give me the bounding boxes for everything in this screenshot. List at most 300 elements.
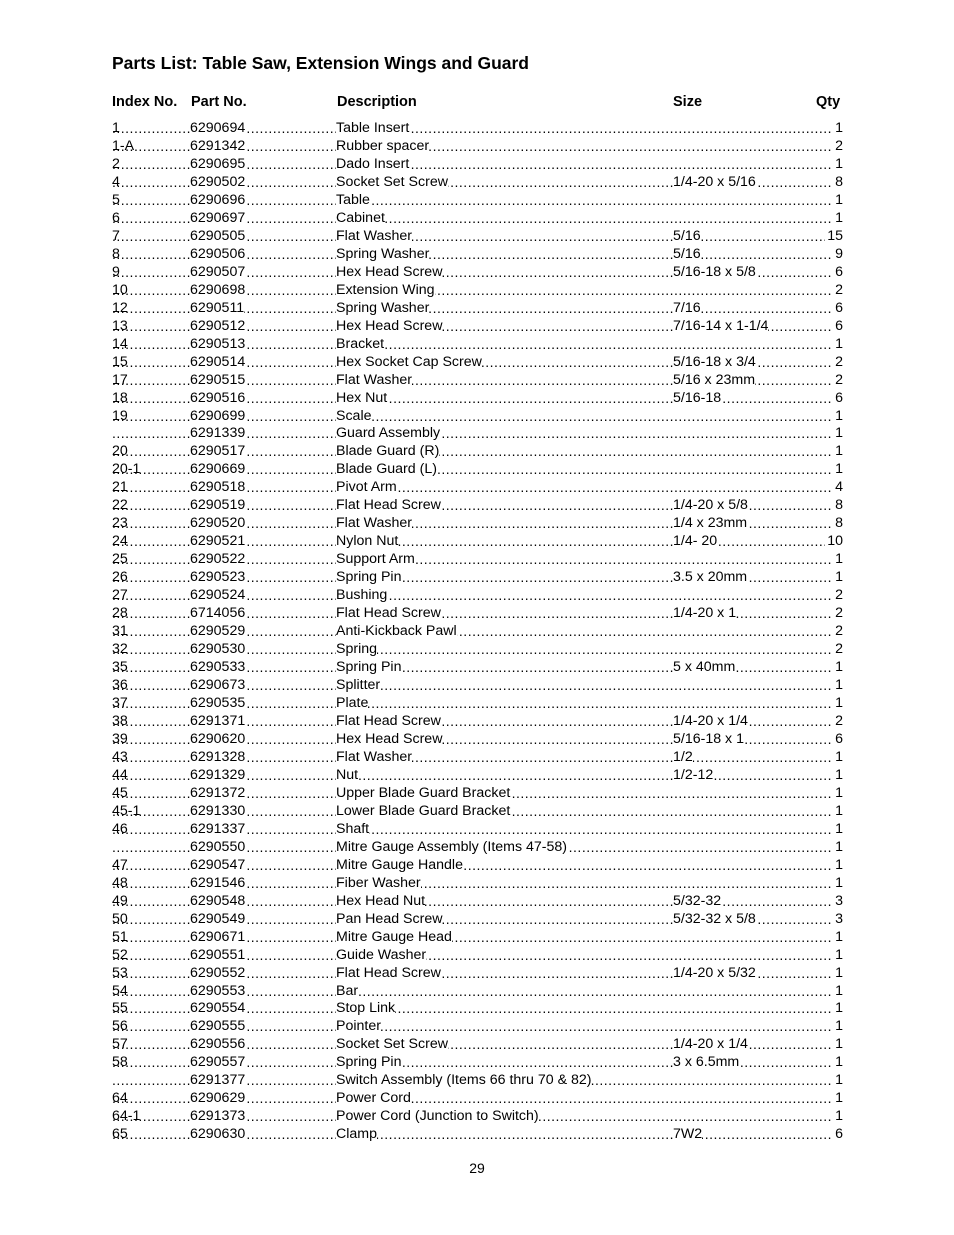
table-row	[112, 120, 843, 138]
table-row	[112, 138, 843, 156]
leader-dots	[336, 408, 843, 426]
leader-dots	[336, 1126, 843, 1144]
leader-dots	[242, 857, 336, 875]
part-number-cell: 6290533	[190, 659, 246, 676]
qty-cell: 6	[835, 1126, 843, 1143]
part-number-cell: 6290694	[190, 120, 246, 136]
leader-dots	[112, 156, 190, 174]
index-cell: 47	[112, 856, 128, 873]
description-cell: Bushing	[336, 587, 388, 604]
qty-cell: 1	[835, 766, 843, 783]
leader-dots	[242, 929, 336, 947]
table-row	[112, 1000, 843, 1018]
description-cell: Hex Head Screw	[336, 317, 443, 334]
qty-cell: 1	[835, 982, 843, 999]
table-row	[112, 605, 843, 623]
index-cell: 1	[112, 120, 120, 136]
leader-dots	[242, 821, 336, 839]
description-cell: Blade Guard (R)	[336, 443, 440, 460]
qty-cell: 3	[835, 892, 843, 909]
description-cell: Mitre Gauge Assembly (Items 47-58)	[336, 838, 568, 855]
index-cell: 35	[112, 659, 128, 676]
index-cell: 65	[112, 1126, 128, 1143]
leader-dots	[336, 228, 843, 246]
table-row	[112, 857, 843, 875]
table-row	[112, 282, 843, 300]
description-cell: Socket Set Screw	[336, 173, 448, 190]
leader-dots	[242, 228, 336, 246]
index-cell: 20-1	[112, 461, 141, 478]
leader-dots	[242, 695, 336, 713]
size-cell: 7W2	[673, 1126, 703, 1143]
table-row	[112, 210, 843, 228]
leader-dots	[336, 210, 843, 228]
part-number-cell: 6290514	[190, 353, 246, 370]
part-number-cell: 6290555	[190, 1018, 246, 1035]
index-cell: 46	[112, 820, 128, 837]
index-cell: 21	[112, 479, 128, 496]
qty-cell: 2	[835, 353, 843, 370]
description-cell: Flat Head Screw	[336, 964, 441, 981]
header-index: Index No.	[112, 94, 178, 110]
leader-dots	[242, 731, 336, 749]
leader-dots	[242, 354, 336, 372]
leader-dots	[242, 767, 336, 785]
table-row	[112, 408, 843, 426]
qty-cell: 2	[835, 137, 843, 154]
part-number-cell: 6290505	[190, 227, 246, 244]
leader-dots	[242, 1000, 336, 1018]
part-number-cell: 6290517	[190, 443, 246, 460]
table-row	[112, 839, 843, 857]
leader-dots	[242, 641, 336, 659]
header-qty: Qty	[816, 94, 841, 110]
part-number-cell: 6290522	[190, 551, 246, 568]
index-cell: 20	[112, 443, 128, 460]
table-row	[112, 767, 843, 785]
description-cell: Pointer	[336, 1018, 381, 1035]
index-cell: 13	[112, 317, 128, 334]
description-cell: Guide Washer	[336, 946, 427, 963]
description-cell: Flat Head Screw	[336, 497, 441, 514]
index-cell: 14	[112, 335, 128, 352]
table-row	[112, 372, 843, 390]
description-cell: Nut	[336, 766, 359, 783]
index-cell: 50	[112, 910, 128, 927]
description-cell: Mitre Gauge Handle	[336, 856, 463, 873]
qty-cell: 1	[835, 461, 843, 478]
leader-dots	[242, 983, 336, 1001]
part-number-cell: 6290507	[190, 263, 246, 280]
description-cell: Clamp	[336, 1126, 377, 1143]
qty-cell: 2	[835, 371, 843, 388]
index-cell: 36	[112, 677, 128, 694]
part-number-cell: 6291373	[190, 1108, 246, 1125]
description-cell: Pan Head Screw	[336, 910, 443, 927]
qty-cell: 9	[835, 245, 843, 262]
qty-cell: 8	[835, 515, 843, 532]
leader-dots	[242, 605, 336, 623]
qty-cell: 1	[835, 120, 843, 136]
table-row	[112, 749, 843, 767]
part-number-cell: 6291372	[190, 784, 246, 801]
leader-dots	[336, 587, 843, 605]
description-cell: Power Cord	[336, 1090, 411, 1107]
part-number-cell: 6290557	[190, 1054, 246, 1071]
qty-cell: 1	[835, 1000, 843, 1017]
table-row	[112, 336, 843, 354]
leader-dots	[336, 390, 843, 408]
part-number-cell: 6290518	[190, 479, 246, 496]
description-cell: Stop Link	[336, 1000, 396, 1017]
part-number-cell: 6290630	[190, 1126, 246, 1143]
page-number: 29	[469, 1160, 485, 1176]
size-cell: 3.5 x 20mm	[673, 569, 748, 586]
qty-cell: 2	[835, 712, 843, 729]
table-row	[112, 425, 843, 443]
description-cell: Bar	[336, 982, 359, 999]
description-cell: Hex Head Screw	[336, 263, 443, 280]
index-cell: 56	[112, 1018, 128, 1035]
index-cell: 9	[112, 263, 120, 280]
index-cell: 22	[112, 497, 128, 514]
leader-dots	[336, 641, 843, 659]
leader-dots	[242, 515, 336, 533]
leader-dots	[242, 677, 336, 695]
leader-dots	[336, 1090, 843, 1108]
table-row	[112, 1054, 843, 1072]
header-size: Size	[673, 94, 703, 110]
description-cell: Hex Head Screw	[336, 730, 443, 747]
leader-dots	[242, 156, 336, 174]
index-cell: 58	[112, 1054, 128, 1071]
leader-dots	[336, 1054, 843, 1072]
table-row	[112, 192, 843, 210]
table-row	[112, 803, 843, 821]
qty-cell: 2	[835, 587, 843, 604]
qty-cell: 1	[835, 856, 843, 873]
leader-dots	[242, 479, 336, 497]
leader-dots	[112, 210, 190, 228]
table-row	[112, 174, 843, 192]
size-cell: 5/16-18 x 1	[673, 730, 744, 747]
leader-dots	[242, 461, 336, 479]
table-row	[112, 641, 843, 659]
size-cell: 5/16-18 x 3/4	[673, 353, 756, 370]
leader-dots	[242, 1054, 336, 1072]
index-cell: 10	[112, 281, 128, 298]
qty-cell: 6	[835, 263, 843, 280]
leader-dots	[242, 300, 336, 318]
table-row	[112, 228, 843, 246]
description-cell: Spring Washer	[336, 299, 430, 316]
qty-cell: 10	[827, 533, 843, 550]
index-cell: 28	[112, 605, 128, 622]
description-cell: Shaft	[336, 820, 370, 837]
leader-dots	[242, 497, 336, 515]
description-cell: Power Cord (Junction to Switch)	[336, 1108, 539, 1125]
leader-dots	[112, 246, 190, 264]
description-cell: Scale	[336, 407, 372, 424]
qty-cell: 1	[835, 443, 843, 460]
description-cell: Flat Head Screw	[336, 605, 441, 622]
table-row	[112, 569, 843, 587]
leader-dots	[336, 569, 843, 587]
leader-dots	[242, 192, 336, 210]
table-row	[112, 461, 843, 479]
table-row	[112, 497, 843, 515]
header-description: Description	[337, 94, 417, 110]
leader-dots	[336, 156, 843, 174]
qty-cell: 15	[827, 227, 843, 244]
index-cell: 49	[112, 892, 128, 909]
qty-cell: 2	[835, 281, 843, 298]
index-cell: 5	[112, 191, 120, 208]
leader-dots	[242, 1018, 336, 1036]
part-number-cell: 6290506	[190, 245, 246, 262]
qty-cell: 1	[835, 802, 843, 819]
table-row	[112, 1072, 843, 1090]
part-number-cell: 6291342	[190, 137, 246, 154]
description-cell: Flat Head Screw	[336, 712, 441, 729]
qty-cell: 1	[835, 209, 843, 226]
leader-dots	[242, 659, 336, 677]
part-number-cell: 6290530	[190, 641, 246, 658]
leader-dots	[336, 336, 843, 354]
part-number-cell: 6290512	[190, 317, 246, 334]
leader-dots	[242, 138, 336, 156]
part-number-cell: 6290554	[190, 1000, 246, 1017]
size-cell: 5/16-18	[673, 389, 722, 406]
table-row	[112, 443, 843, 461]
part-number-cell: 6290671	[190, 928, 246, 945]
table-row	[112, 695, 843, 713]
table-row	[112, 659, 843, 677]
part-number-cell: 6290550	[190, 838, 246, 855]
table-row	[112, 300, 843, 318]
size-cell: 1/4-20 x 1	[673, 605, 737, 622]
description-cell: Anti-Kickback Pawl	[336, 623, 457, 640]
table-row	[112, 965, 843, 983]
qty-cell: 1	[835, 695, 843, 711]
leader-dots	[242, 875, 336, 893]
qty-cell: 6	[835, 317, 843, 334]
qty-cell: 1	[835, 1090, 843, 1107]
table-row	[112, 893, 843, 911]
leader-dots	[336, 479, 843, 497]
index-cell: 45	[112, 784, 128, 801]
index-cell: 51	[112, 928, 128, 945]
qty-cell: 8	[835, 497, 843, 514]
table-row	[112, 821, 843, 839]
qty-cell: 1	[835, 964, 843, 981]
leader-dots	[242, 569, 336, 587]
table-row	[112, 1108, 843, 1126]
leader-dots	[242, 713, 336, 731]
leader-dots	[242, 282, 336, 300]
description-cell: Spring Washer	[336, 245, 430, 262]
qty-cell: 1	[835, 1018, 843, 1035]
qty-cell: 6	[835, 389, 843, 406]
index-cell: 32	[112, 641, 128, 658]
leader-dots	[336, 372, 843, 390]
leader-dots	[336, 533, 843, 551]
index-cell: 64-1	[112, 1108, 141, 1125]
part-number-cell: 6291546	[190, 874, 246, 891]
description-cell: Flat Washer	[336, 748, 412, 765]
leader-dots	[112, 839, 190, 857]
leader-dots	[336, 767, 843, 785]
index-cell: 15	[112, 353, 128, 370]
leader-dots	[112, 425, 190, 443]
description-cell: Nylon Nut	[336, 533, 399, 550]
qty-cell: 2	[835, 605, 843, 622]
table-row	[112, 929, 843, 947]
description-cell: Mitre Gauge Head	[336, 928, 452, 945]
description-cell: Socket Set Screw	[336, 1036, 448, 1053]
leader-dots	[242, 425, 336, 443]
index-cell: 52	[112, 946, 128, 963]
leader-dots	[242, 336, 336, 354]
index-cell: 4	[112, 173, 120, 190]
description-cell: Hex Nut	[336, 389, 388, 406]
table-row	[112, 156, 843, 174]
leader-dots	[112, 120, 190, 138]
leader-dots	[242, 947, 336, 965]
leader-dots	[336, 821, 843, 839]
index-cell: 24	[112, 533, 128, 550]
leader-dots	[242, 318, 336, 336]
table-row	[112, 1126, 843, 1144]
leader-dots	[242, 893, 336, 911]
index-cell: 44	[112, 766, 128, 783]
part-number-cell: 6291371	[190, 712, 246, 729]
part-number-cell: 6290521	[190, 533, 246, 550]
qty-cell: 1	[835, 677, 843, 694]
index-cell: 25	[112, 551, 128, 568]
description-cell: Flat Washer	[336, 371, 412, 388]
table-row	[112, 1090, 843, 1108]
part-number-cell: 6290629	[190, 1090, 246, 1107]
qty-cell: 1	[835, 569, 843, 586]
table-row	[112, 1018, 843, 1036]
qty-cell: 1	[835, 659, 843, 676]
description-cell: Flat Washer	[336, 227, 412, 244]
qty-cell: 1	[835, 838, 843, 855]
size-cell: 1/4-20 x 1/4	[673, 1036, 748, 1053]
part-number-cell: 6290513	[190, 335, 246, 352]
description-cell: Flat Washer	[336, 515, 412, 532]
description-cell: Spring Pin	[336, 569, 402, 586]
index-cell: 19	[112, 407, 128, 424]
index-cell: 17	[112, 371, 128, 388]
description-cell: Splitter	[336, 677, 381, 694]
leader-dots	[336, 983, 843, 1001]
leader-dots	[242, 264, 336, 282]
part-number-cell: 6290699	[190, 407, 246, 424]
part-number-cell: 6290529	[190, 623, 246, 640]
page-title: Parts List: Table Saw, Extension Wings and Guard	[112, 53, 530, 73]
size-cell: 7/16-14 x 1-1/4	[673, 317, 769, 334]
size-cell: 7/16	[673, 299, 701, 316]
qty-cell: 1	[835, 407, 843, 424]
part-number-cell: 6291330	[190, 802, 246, 819]
qty-cell: 1	[835, 946, 843, 963]
part-number-cell: 6290696	[190, 191, 246, 208]
description-cell: Pivot Arm	[336, 479, 397, 496]
description-cell: Bracket	[336, 335, 385, 352]
index-cell: 18	[112, 389, 128, 406]
part-number-cell: 6290697	[190, 209, 246, 226]
description-cell: Table	[336, 191, 370, 208]
description-cell: Blade Guard (L)	[336, 461, 437, 478]
part-number-cell: 6714056	[190, 605, 246, 622]
part-number-cell: 6290695	[190, 155, 246, 172]
leader-dots	[242, 551, 336, 569]
qty-cell: 1	[835, 335, 843, 352]
leader-dots	[242, 803, 336, 821]
index-cell: 26	[112, 569, 128, 586]
leader-dots	[242, 210, 336, 228]
index-cell: 37	[112, 695, 128, 711]
index-cell: 43	[112, 748, 128, 765]
part-number-cell: 6290673	[190, 677, 246, 694]
leader-dots	[242, 120, 336, 138]
qty-cell: 1	[835, 928, 843, 945]
qty-cell: 1	[835, 874, 843, 891]
part-number-cell: 6290519	[190, 497, 246, 514]
qty-cell: 1	[835, 784, 843, 801]
qty-cell: 2	[835, 623, 843, 640]
part-number-cell: 6290547	[190, 856, 246, 873]
part-number-cell: 6290515	[190, 371, 246, 388]
leader-dots	[112, 174, 190, 192]
part-number-cell: 6290620	[190, 730, 246, 747]
leader-dots	[242, 408, 336, 426]
leader-dots	[242, 911, 336, 929]
index-cell: 12	[112, 299, 128, 316]
table-row	[112, 785, 843, 803]
part-number-cell: 6291337	[190, 820, 246, 837]
index-cell: 45-1	[112, 802, 141, 819]
size-cell: 5/16	[673, 227, 701, 244]
table-row	[112, 1036, 843, 1054]
leader-dots	[242, 623, 336, 641]
qty-cell: 4	[835, 479, 843, 496]
index-cell: 39	[112, 730, 128, 747]
table-row	[112, 354, 843, 372]
leader-dots	[242, 443, 336, 461]
index-cell: 1-A	[112, 137, 135, 154]
size-cell: 1/2	[673, 748, 693, 765]
index-cell: 27	[112, 587, 128, 604]
description-cell: Plate	[336, 695, 369, 711]
leader-dots	[242, 1126, 336, 1144]
table-row	[112, 318, 843, 336]
part-number-cell: 6290516	[190, 389, 246, 406]
index-cell: 6	[112, 209, 120, 226]
qty-cell: 1	[835, 1036, 843, 1053]
index-cell: 23	[112, 515, 128, 532]
leader-dots	[242, 1090, 336, 1108]
leader-dots	[242, 1108, 336, 1126]
part-number-cell: 6290556	[190, 1036, 246, 1053]
size-cell: 1/2-12	[673, 766, 714, 783]
qty-cell: 1	[835, 1108, 843, 1125]
header-part: Part No.	[191, 94, 247, 110]
qty-cell: 1	[835, 425, 843, 442]
table-row	[112, 731, 843, 749]
